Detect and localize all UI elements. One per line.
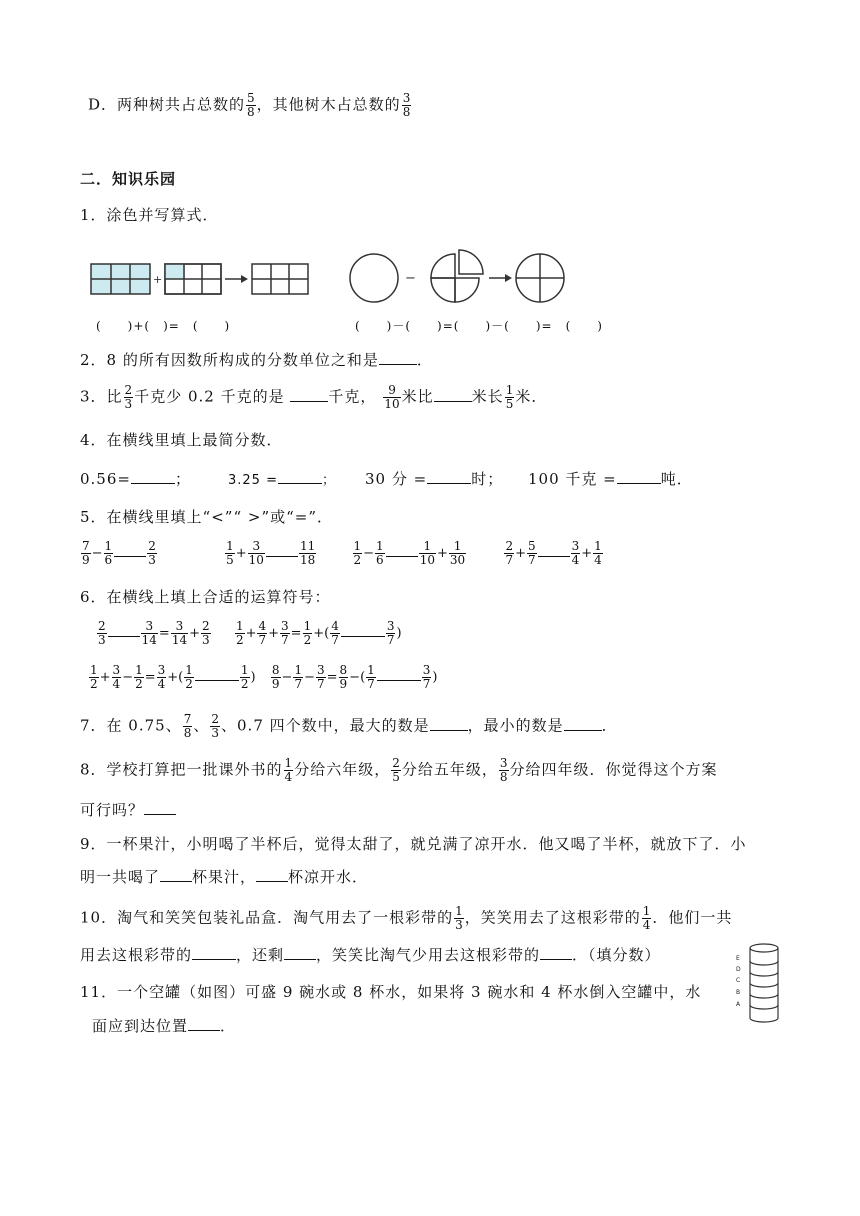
question-5: 5．在横线里填上“<”“ >”或“=”． bbox=[80, 508, 334, 526]
fraction: $\frac{3}{8}$ bbox=[402, 91, 411, 119]
question-3: 3．比 $\frac{2}{3}$ 千克少 0.2 千克的是 千克， $\frac{9}{10}$ 米比 米长 $\frac{1}{5}$ 米． bbox=[80, 383, 548, 411]
answer-blank[interactable] bbox=[386, 542, 418, 557]
answer-blank[interactable] bbox=[266, 542, 298, 557]
question-9-line-2: 明一共喝了 杯果汁， 杯凉开水． bbox=[80, 868, 369, 886]
q1-blanks-right[interactable]: ( )－( )=( )－( )= ( ) bbox=[355, 319, 603, 333]
question-9: 9．一杯果汁，小明喝了半杯后，觉得太甜了，就兑满了凉开水．他又喝了半杯，就放下了．小 bbox=[80, 835, 747, 853]
question-7: 7．在 0.75、 $\frac{7}{8}$ 、 $\frac{2}{3}$ 、0.7 四个数中，最大的数是 ，最小的数是 ． bbox=[80, 712, 618, 740]
answer-blank[interactable] bbox=[131, 469, 175, 484]
q1-figure bbox=[85, 248, 585, 310]
question-6: 6．在横线上填上合适的运算符号： bbox=[80, 588, 331, 606]
question-11: 11．一个空罐（如图）可盛 9 碗水或 8 杯水，如果将 3 碗水和 4 杯水倒入空罐中，水 bbox=[80, 983, 702, 1001]
option-d: D．两种树共占总数的 $\frac{5}{8}$ ，其他树木占总数的 $\frac{3}{8}$ bbox=[88, 91, 411, 119]
answer-blank[interactable] bbox=[160, 867, 192, 882]
q4-item-4: 100 千克 = 吨． bbox=[528, 470, 693, 488]
mark-d: D bbox=[736, 966, 741, 973]
answer-blank[interactable] bbox=[284, 945, 316, 960]
answer-blank[interactable] bbox=[540, 945, 572, 960]
question-2: 2．8 的所有因数所构成的分数单位之和是 ． bbox=[80, 351, 433, 369]
mark-a: A bbox=[736, 1001, 741, 1008]
section-title: 二．知识乐园 bbox=[80, 170, 177, 188]
mark-b: B bbox=[736, 989, 741, 996]
fraction: $\frac{1}{4}$ bbox=[642, 904, 651, 932]
fraction: $\frac{1}{4}$ bbox=[284, 756, 293, 784]
answer-blank[interactable] bbox=[430, 716, 468, 731]
question-10-line-2: 用去这根彩带的 ，还剩 ，笑笑比淘气少用去这根彩带的 ．（填分数） bbox=[80, 946, 661, 964]
quartered-circle bbox=[431, 250, 483, 302]
minus-sign: − bbox=[405, 271, 416, 286]
answer-blank[interactable] bbox=[108, 622, 140, 637]
shaded-grid bbox=[165, 264, 221, 294]
q6-row-1: $\frac{2}{3}$ $\frac{3}{14}$ = $\frac{3}{14}$ + $\frac{2}{3}$ $\frac{1}{2}$ + $\frac{4}{7}$ + $\frac{3}{7}$ = $\frac{1}{2}$ +( $\frac{4}{7}$ $\frac{3}{7}$ ) bbox=[98, 619, 402, 647]
q4-item-1: 0.56= ； bbox=[80, 470, 191, 488]
answer-blank[interactable] bbox=[290, 387, 328, 402]
question-10: 10．淘气和笑笑包装礼品盒．淘气用去了一根彩带的 $\frac{1}{3}$ ，笑笑用去了这根彩带的 $\frac{1}{4}$ ．他们一共 bbox=[80, 904, 733, 932]
answer-blank[interactable] bbox=[377, 666, 421, 681]
q1-blanks-left[interactable]: ( )+( )= ( ) bbox=[96, 319, 231, 333]
answer-blank[interactable] bbox=[617, 469, 661, 484]
answer-blank[interactable] bbox=[188, 1016, 220, 1031]
result-grid bbox=[252, 264, 308, 294]
answer-blank[interactable] bbox=[195, 666, 239, 681]
fraction: $\frac{1}{5}$ bbox=[505, 383, 514, 411]
plus-sign: + bbox=[153, 273, 163, 286]
question-1: 1．涂色并写算式． bbox=[80, 206, 219, 224]
answer-blank[interactable] bbox=[114, 542, 146, 557]
fraction: $\frac{1}{3}$ bbox=[455, 904, 463, 932]
answer-blank[interactable] bbox=[538, 542, 570, 557]
answer-blank[interactable] bbox=[434, 387, 472, 402]
shaded-grid bbox=[91, 264, 150, 294]
answer-blank[interactable] bbox=[564, 716, 602, 731]
answer-blank[interactable] bbox=[427, 469, 471, 484]
fraction: $\frac{9}{10}$ bbox=[384, 383, 400, 411]
question-8: 8．学校打算把一批课外书的 $\frac{1}{4}$ 分给六年级， $\frac{2}{5}$ 分给五年级， $\frac{3}{8}$ 分给四年级．你觉得这个方案 bbox=[80, 756, 718, 784]
mark-c: C bbox=[736, 977, 741, 984]
question-8-line-2: 可行吗？ bbox=[80, 800, 176, 820]
answer-blank[interactable] bbox=[278, 469, 322, 484]
mark-e: E bbox=[736, 955, 740, 962]
q5-expressions: $\frac{7}{9}$ − $\frac{1}{6}$ $\frac{2}{3}$ $\frac{1}{5}$ + $\frac{3}{10}$ $\frac{11}{18}$ $\frac{1}{2}$ − $\frac{1}{6}$ $\frac{1}{10}$ + $\frac{1}{30}$ $\frac{2}{7}$ + $\frac{5}{7}$ $\frac{3}{4}$ + $\frac{1}{4}$ bbox=[82, 539, 602, 567]
question-11-line-2: 面应到达位置 ． bbox=[92, 1017, 237, 1035]
q4-item-2: 3.25 = ； bbox=[228, 469, 336, 491]
jar-figure bbox=[732, 938, 782, 1028]
answer-blank[interactable] bbox=[192, 945, 236, 960]
q4-item-3: 30 分 = 时； bbox=[365, 470, 504, 488]
fraction: $\frac{2}{5}$ bbox=[392, 756, 400, 784]
fraction: $\frac{7}{8}$ bbox=[183, 712, 192, 740]
question-4: 4．在横线里填上最简分数． bbox=[80, 431, 283, 449]
empty-circle bbox=[350, 254, 398, 302]
fraction: $\frac{2}{3}$ bbox=[124, 383, 133, 411]
fraction: $\frac{2}{3}$ bbox=[211, 712, 220, 740]
answer-blank[interactable] bbox=[379, 350, 417, 365]
answer-blank[interactable] bbox=[144, 800, 176, 815]
answer-blank[interactable] bbox=[256, 867, 288, 882]
q6-row-2: $\frac{1}{2}$ + $\frac{3}{4}$ − $\frac{1}{2}$ = $\frac{3}{4}$ +( $\frac{1}{2}$ $\frac{1}{2}$ ) $\frac{8}{9}$ − $\frac{1}{7}$ − $\frac{3}{7}$ = $\frac{8}{9}$ −( $\frac{1}{7}$ $\frac{3}{7}$ ) bbox=[90, 663, 438, 691]
answer-blank[interactable] bbox=[341, 622, 385, 637]
fraction: $\frac{5}{8}$ bbox=[247, 91, 255, 119]
result-circle bbox=[516, 254, 564, 302]
fraction: $\frac{3}{8}$ bbox=[499, 756, 508, 784]
